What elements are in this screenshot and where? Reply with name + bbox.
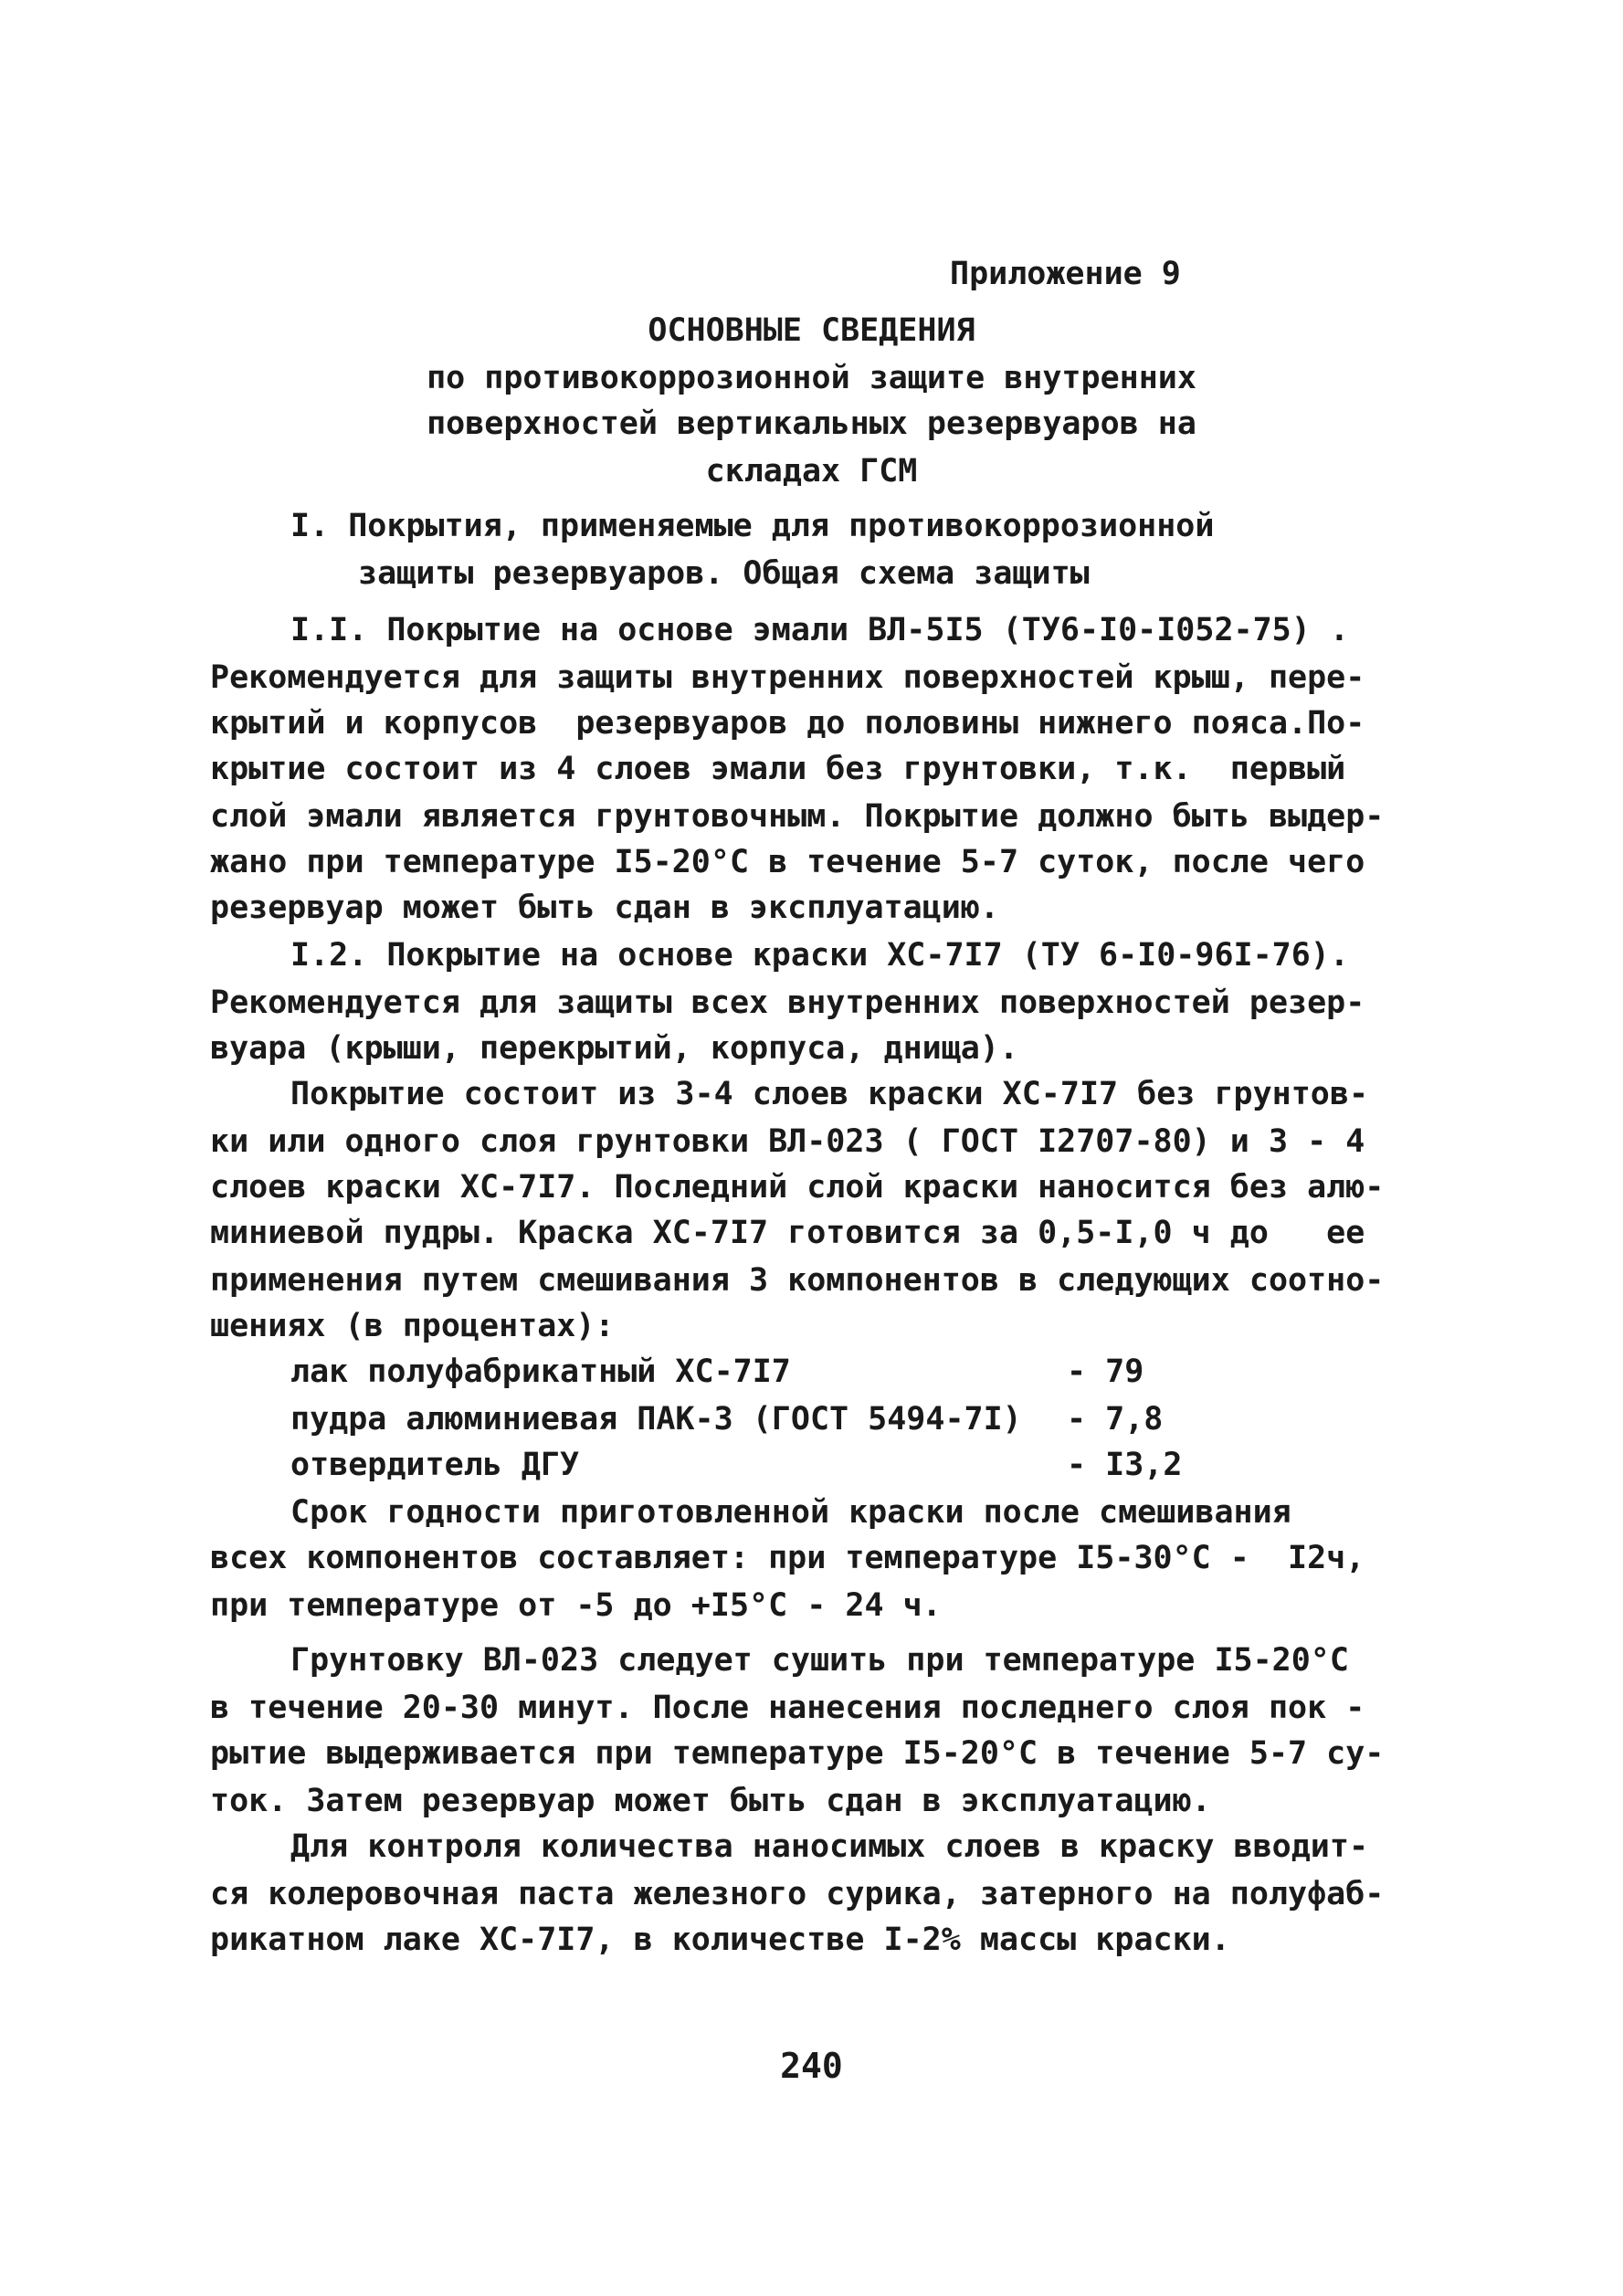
title-line-3: поверхностей вертикальных резервуаров на	[427, 405, 1196, 442]
p13-line-3: слоев краски ХС-7I7. Последний слой краски наносится без алю-	[210, 1169, 1385, 1206]
p16-line-2: ся колеровочная паста железного сурика, затерного на полуфаб-	[210, 1876, 1385, 1912]
appendix-label: Приложение 9	[950, 256, 1181, 292]
p15-line-1: Грунтовку ВЛ-023 следует сушить при температуре I5-20°С	[290, 1642, 1349, 1679]
title-line-1: ОСНОВНЫЕ СВЕДЕНИЯ	[648, 312, 975, 349]
p16-line-3: рикатном лаке ХС-7I7, в количестве I-2% массы краски.	[210, 1922, 1230, 1958]
p15-line-2: в течение 20-30 минут. После нанесения последнего слоя пок -	[210, 1690, 1365, 1726]
p12-line-2: Рекомендуется для защиты всех внутренних поверхностей резер-	[210, 985, 1365, 1021]
p11-line-7: резервуар может быть сдан в эксплуатацию.	[210, 890, 999, 926]
p11-line-2: Рекомендуется для защиты внутренних поверхностей крыш, пере-	[210, 659, 1365, 696]
p14-line-1: Срок годности приготовленной краски после смешивания	[290, 1494, 1291, 1531]
component-value-1: - 79	[1067, 1353, 1144, 1390]
p14-line-2: всех компонентов составляет: при температуре I5-30°С - I2ч,	[210, 1540, 1365, 1576]
p13-line-6: шениях (в процентах):	[210, 1308, 615, 1344]
title-line-4: складах ГСМ	[705, 453, 918, 490]
p13-line-5: применения путем смешивания 3 компонентов в следующих соотно-	[210, 1262, 1385, 1299]
p11-line-6: жано при температуре I5-20°С в течение 5-7 суток, после чего	[210, 844, 1365, 880]
p12-line-1: I.2. Покрытие на основе краски ХС-7I7 (ТУ 6-I0-96I-76).	[290, 937, 1349, 974]
p11-line-3: крытий и корпусов резервуаров до половины нижнего пояса.По-	[210, 705, 1365, 742]
component-name-1: лак полуфабрикатный ХС-7I7	[290, 1353, 791, 1390]
p13-line-1: Покрытие состоит из 3-4 слоев краски ХС-7I7 без грунтов-	[290, 1076, 1369, 1112]
p16-line-1: Для контроля количества наносимых слоев в краску вводит-	[290, 1828, 1369, 1865]
title-line-2: по противокоррозионной защите внутренних	[427, 360, 1196, 396]
p13-line-2: ки или одного слоя грунтовки ВЛ-023 ( ГОСТ I2707-80) и 3 - 4	[210, 1123, 1365, 1160]
component-value-3: - I3,2	[1067, 1447, 1183, 1483]
component-name-3: отвердитель ДГУ	[290, 1447, 580, 1483]
p15-line-4: ток. Затем резервуар может быть сдан в эксплуатацию.	[210, 1783, 1211, 1819]
p11-line-4: крытие состоит из 4 слоев эмали без грунтовки, т.к. первый	[210, 751, 1346, 787]
component-name-2: пудра алюминиевая ПАК-3 (ГОСТ 5494-7I)	[290, 1401, 1022, 1438]
section-1-heading-line-1: I. Покрытия, применяемые для противокоррозионной	[290, 508, 1215, 544]
p15-line-3: рытие выдерживается при температуре I5-20°С в течение 5-7 су-	[210, 1735, 1385, 1772]
p11-line-5: слой эмали является грунтовочным. Покрытие должно быть выдер-	[210, 798, 1385, 835]
p14-line-3: при температуре от -5 до +I5°С - 24 ч.	[210, 1587, 942, 1624]
p12-line-3: вуара (крыши, перекрытий, корпуса, днища).	[210, 1030, 1019, 1067]
p13-line-4: миниевой пудры. Краска ХС-7I7 готовится за 0,5-I,0 ч до ее	[210, 1215, 1365, 1251]
p11-line-1: I.I. Покрытие на основе эмали ВЛ-5I5 (ТУ6-I0-I052-75) .	[290, 612, 1349, 648]
page-number: 240	[780, 2046, 843, 2086]
component-value-2: - 7,8	[1067, 1401, 1164, 1438]
section-1-heading-line-2: защиты резервуаров. Общая схема защиты	[358, 555, 1090, 592]
